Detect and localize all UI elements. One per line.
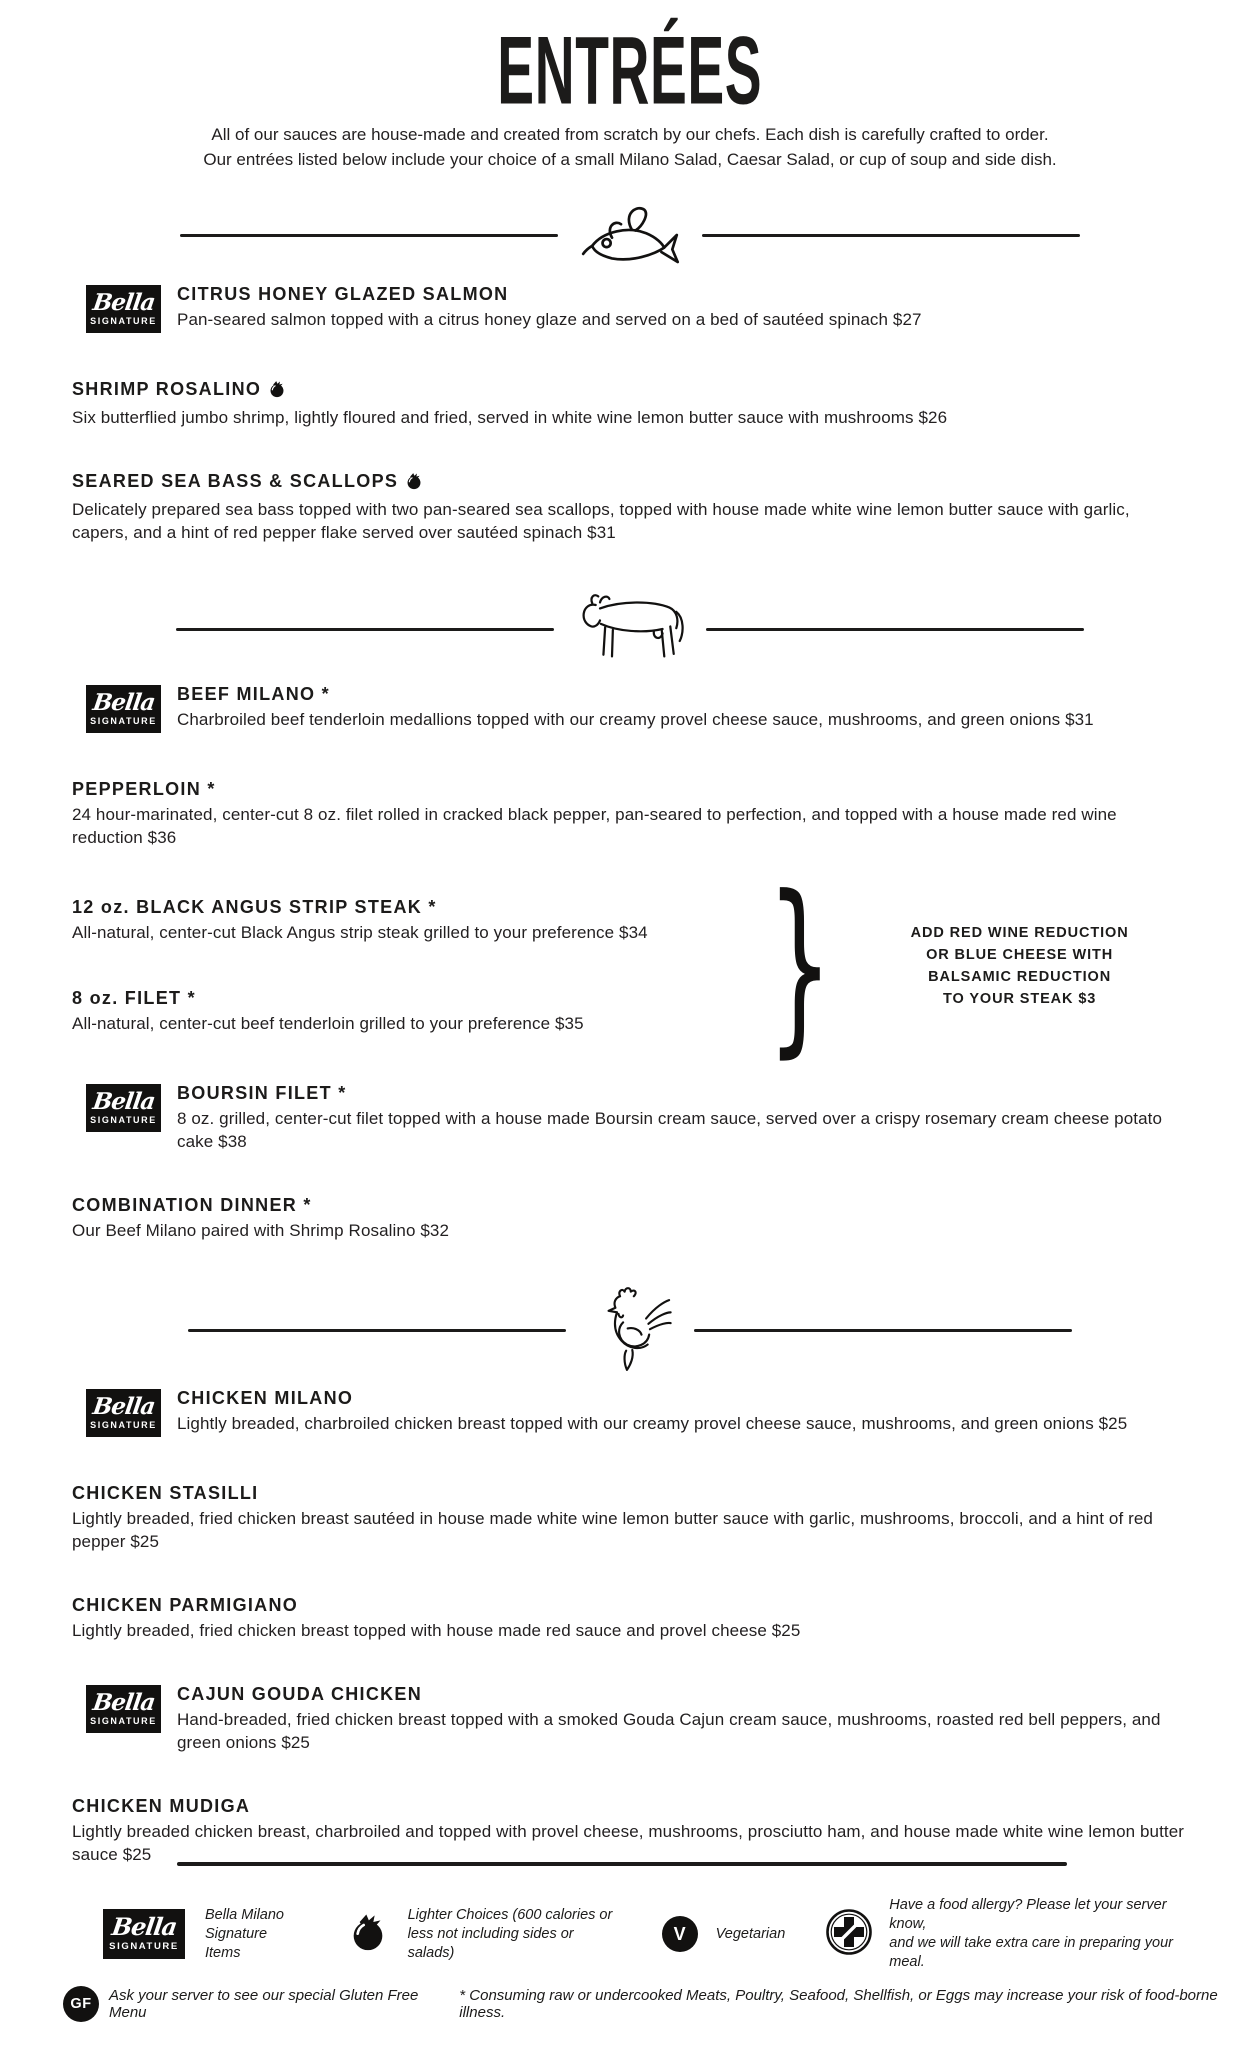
divider-line <box>176 628 554 631</box>
menu-item-seared-sea-bass-scallops <box>72 471 1188 544</box>
chicken-section <box>72 1388 1188 1866</box>
consuming-warning-text: * Consuming raw or undercooked Meats, Poultry, Seafood, Shellfish, or Eggs may increase your risk of food-borne illness. <box>459 1987 1218 2021</box>
divider-line <box>188 1329 566 1332</box>
item-description: Lightly breaded, fried chicken breast sautéed in house made white wine lemon butter sauce with garlic, mushrooms, broccoli, and a hint of red pepper $25 <box>72 1509 1153 1551</box>
divider-line <box>702 234 1080 237</box>
menu-item-black-angus-strip-steak <box>72 897 740 944</box>
lighter-choice-tomato-icon <box>268 380 286 403</box>
beef-section <box>72 684 1188 1242</box>
item-description: Our Beef Milano paired with Shrimp Rosalino $32 <box>72 1221 450 1240</box>
legend-vegetarian <box>662 1916 786 1952</box>
intro-text <box>72 122 1188 172</box>
page-title: ENTRÉES <box>497 17 763 125</box>
legend-signature <box>103 1906 302 1963</box>
item-name: COMBINATION DINNER * <box>72 1195 312 1215</box>
menu-item-boursin-filet <box>72 1083 1188 1153</box>
bella-signature-badge: Bella SIGNATURE <box>103 1909 185 1959</box>
gluten-free-text: Ask your server to see our special Gluten Free Menu <box>109 1987 419 2021</box>
item-name: 12 oz. BLACK ANGUS STRIP STEAK * <box>72 897 437 917</box>
food-allergy-cross-icon <box>825 1908 873 1961</box>
gluten-free-icon: GF <box>63 1986 99 2022</box>
item-description: Charbroiled beef tenderloin medallions topped with our creamy provel cheese sauce, mushrooms, and green onions $31 <box>177 710 1094 729</box>
item-description: Lightly breaded, charbroiled chicken breast topped with our creamy provel cheese sauce, mushrooms, and green onions $25 <box>177 1414 1128 1433</box>
item-description: 24 hour-marinated, center-cut 8 oz. filet rolled in cracked black pepper, pan-seared to perfection, and topped with a house made red wine reduction $36 <box>72 805 1117 847</box>
lighter-choice-tomato-icon <box>348 1912 388 1957</box>
steak-addon-note: ADD RED WINE REDUCTION OR BLUE CHEESE WITH BALSAMIC REDUCTION TO YOUR STEAK $3 <box>910 925 1129 1007</box>
item-description: Hand-breaded, fried chicken breast topped with a smoked Gouda Cajun cream sauce, mushrooms, roasted red bell peppers, and green onions $25 <box>177 1710 1161 1752</box>
brace-glyph: } <box>766 856 833 1075</box>
item-name: CAJUN GOUDA CHICKEN <box>177 1684 423 1704</box>
menu-item-citrus-honey-glazed-salmon <box>72 284 1188 337</box>
menu-item-chicken-mudiga <box>72 1796 1188 1866</box>
seafood-section <box>72 284 1188 544</box>
lighter-choice-tomato-icon <box>405 472 423 495</box>
item-name: CITRUS HONEY GLAZED SALMON <box>177 284 509 304</box>
item-description: All-natural, center-cut beef tenderloin grilled to your preference $35 <box>72 1014 584 1033</box>
item-description: Lightly breaded, fried chicken breast topped with house made red sauce and provel cheese $25 <box>72 1621 801 1640</box>
divider-line <box>706 628 1084 631</box>
fish-icon <box>574 199 686 271</box>
item-description: 8 oz. grilled, center-cut filet topped with a house made Boursin cream sauce, served over a crispy rosemary cream cheese potato cake $38 <box>177 1109 1163 1151</box>
gluten-free-row <box>0 1986 1243 2022</box>
item-description: All-natural, center-cut Black Angus strip steak grilled to your preference $34 <box>72 923 648 942</box>
bella-signature-badge: Bella SIGNATURE <box>86 1084 161 1132</box>
item-description: Lightly breaded chicken breast, charbroiled and topped with provel cheese, mushrooms, prosciutto ham, and house made white wine lemon butter sauce $25 <box>72 1822 1185 1864</box>
menu-item-beef-milano <box>72 684 1188 737</box>
bella-signature-badge: Bella SIGNATURE <box>86 1389 161 1437</box>
allergy-legend-text: Have a food allergy? Please let your server know, and we will take extra care in preparing your meal. <box>889 1897 1173 1970</box>
item-name: CHICKEN MUDIGA <box>72 1796 251 1816</box>
menu-item-pepperloin <box>72 779 1188 849</box>
item-price: $32 <box>420 1221 450 1240</box>
item-price: $25 <box>130 1532 160 1551</box>
lighter-choices-legend-text: Lighter Choices (600 calories or less not including sides or salads) <box>407 1906 613 1961</box>
bella-signature-badge: Bella SIGNATURE <box>86 285 161 333</box>
item-name: CHICKEN STASILLI <box>72 1483 259 1503</box>
menu-item-chicken-parmigiano <box>72 1595 1188 1642</box>
steak-addon-group <box>72 856 1188 1075</box>
menu-item-combination-dinner <box>72 1195 1188 1242</box>
menu-item-cajun-gouda-chicken <box>72 1684 1188 1754</box>
item-name: BEEF MILANO * <box>177 684 330 704</box>
footer-legend <box>0 1862 1243 2022</box>
item-name: CHICKEN MILANO <box>177 1388 354 1408</box>
item-price: $25 <box>771 1621 801 1640</box>
title-wrap <box>72 17 1188 125</box>
item-price: $25 <box>1098 1414 1128 1433</box>
item-description: Delicately prepared sea bass topped with two pan-seared sea scallops, topped with house made white wine lemon butter sauce with garlic, capers, and a hint of red pepper flake served over sautéed spinach $31 <box>72 500 1130 542</box>
item-name: SHRIMP ROSALINO <box>72 379 1188 403</box>
item-price: $31 <box>587 523 616 542</box>
item-price: $27 <box>892 310 922 329</box>
item-name: SEARED SEA BASS & SCALLOPS <box>72 471 1188 495</box>
item-description: Six butterflied jumbo shrimp, lightly floured and fried, served in white wine lemon butter sauce with mushrooms $26 <box>72 408 948 427</box>
seafood-divider <box>72 198 1188 272</box>
item-price: $35 <box>554 1014 584 1033</box>
bella-signature-badge: Bella SIGNATURE <box>86 1685 161 1733</box>
item-name: PEPPERLOIN * <box>72 779 216 799</box>
item-description: Pan-seared salmon topped with a citrus honey glaze and served on a bed of sautéed spinach $27 <box>177 310 922 329</box>
item-name: BOURSIN FILET * <box>177 1083 347 1103</box>
item-price: $25 <box>122 1845 152 1864</box>
item-price: $25 <box>281 1733 310 1752</box>
item-price: $26 <box>918 408 948 427</box>
legend-lighter-choices <box>348 1906 618 1963</box>
menu-item-chicken-milano <box>72 1388 1188 1441</box>
item-price: $31 <box>1065 710 1094 729</box>
vegetarian-legend-text: Vegetarian <box>715 1925 786 1942</box>
item-price: $36 <box>147 828 177 847</box>
footer-divider-line <box>177 1862 1067 1866</box>
vegetarian-icon: V <box>662 1916 698 1952</box>
item-price: $38 <box>218 1132 247 1151</box>
legend-allergy <box>825 1896 1203 1972</box>
beef-divider <box>72 586 1188 672</box>
divider-line <box>180 234 558 237</box>
signature-legend-text: Bella Milano Signature Items <box>205 1906 284 1961</box>
cow-icon <box>570 586 690 672</box>
item-name: CHICKEN PARMIGIANO <box>72 1595 299 1615</box>
intro-line-1: All of our sauces are house-made and created from scratch by our chefs. Each dish is carefully crafted to order. <box>211 125 1049 144</box>
item-name: 8 oz. FILET * <box>72 988 196 1008</box>
intro-line-2: Our entrées listed below include your choice of a small Milano Salad, Caesar Salad, or cup of soup and side dish. <box>203 150 1057 169</box>
chicken-divider <box>72 1284 1188 1376</box>
menu-item-chicken-stasilli <box>72 1483 1188 1553</box>
bella-signature-badge: Bella SIGNATURE <box>86 685 161 733</box>
divider-line <box>694 1329 1072 1332</box>
menu-item-shrimp-rosalino <box>72 379 1188 429</box>
chicken-icon <box>582 1284 678 1376</box>
item-price: $34 <box>619 923 648 942</box>
menu-item-8oz-filet <box>72 988 740 1035</box>
